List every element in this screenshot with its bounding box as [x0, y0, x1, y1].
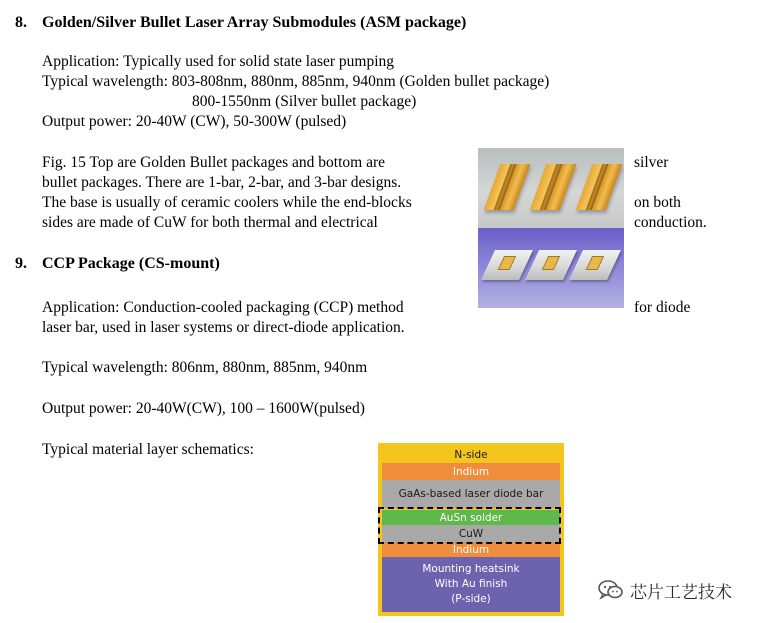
fig15-caption-line3-end: on both	[634, 194, 681, 211]
layer-indium-bottom: Indium	[382, 542, 560, 557]
material-layer-schematic	[378, 443, 564, 616]
fig15-caption-line1-end: silver	[634, 154, 669, 171]
section-8-title: Golden/Silver Bullet Laser Array Submodules (ASM package)	[42, 14, 467, 31]
golden-bullet-3bar	[576, 164, 623, 210]
ccp-application-line1-end: for diode	[634, 299, 691, 316]
ccp-application-line1: Application: Conduction-cooled packaging (CCP) method	[42, 299, 404, 316]
section-9-title: CCP Package (CS-mount)	[42, 255, 220, 272]
silver-bullet-1bar	[481, 250, 533, 280]
silver-bullet-3bar	[569, 250, 621, 280]
fig15-caption-line3: The base is usually of ceramic coolers while the end-blocks	[42, 194, 412, 211]
asm-output-power: Output power: 20-40W (CW), 50-300W (pulsed)	[42, 113, 347, 130]
fig15-caption-line2: bullet packages. There are 1-bar, 2-bar, and 3-bar designs.	[42, 174, 402, 191]
silver-bullet-photo	[478, 228, 624, 308]
schematic-label: Typical material layer schematics:	[42, 441, 254, 458]
asm-wavelength-line1: Typical wavelength: 803-808nm, 880nm, 885nm, 940nm (Golden bullet package)	[42, 73, 550, 90]
ccp-wavelength: Typical wavelength: 806nm, 880nm, 885nm, 940nm	[42, 359, 368, 376]
layer-ausn-solder: AuSn solder	[382, 510, 560, 525]
section-8-number: 8.	[15, 14, 27, 31]
section-9-number: 9.	[15, 255, 27, 272]
asm-wavelength-line2: 800-1550nm (Silver bullet package)	[192, 93, 417, 110]
fig15-caption-line4-end: conduction.	[634, 214, 707, 231]
fig15-caption-line4: sides are made of CuW for both thermal and electrical	[42, 214, 378, 231]
layer-indium-top: Indium	[382, 463, 560, 480]
layer-cuw: CuW	[382, 525, 560, 542]
ccp-application-line2: laser bar, used in laser systems or direct-diode application.	[42, 319, 405, 336]
fig15-bullet-packages-photo	[478, 148, 624, 308]
watermark-text: 芯片工艺技术	[630, 582, 732, 603]
golden-bullet-1bar	[484, 164, 531, 210]
golden-bullet-photo	[478, 148, 624, 228]
silver-bullet-2bar	[525, 250, 577, 280]
fig15-caption-line1: Fig. 15 Top are Golden Bullet packages and bottom are	[42, 154, 385, 171]
watermark	[598, 578, 732, 602]
wechat-icon	[598, 580, 624, 600]
layer-mounting-heatsink: Mounting heatsink With Au finish (P-side)	[382, 557, 560, 612]
asm-application: Application: Typically used for solid state laser pumping	[42, 53, 395, 70]
submount-dashed-outline	[378, 507, 561, 544]
ccp-output-power: Output power: 20-40W(CW), 100 – 1600W(pulsed)	[42, 400, 365, 417]
layer-n-side: N-side	[382, 447, 560, 463]
golden-bullet-2bar	[530, 164, 577, 210]
layer-gaas-laser-bar: GaAs-based laser diode bar	[382, 480, 560, 508]
